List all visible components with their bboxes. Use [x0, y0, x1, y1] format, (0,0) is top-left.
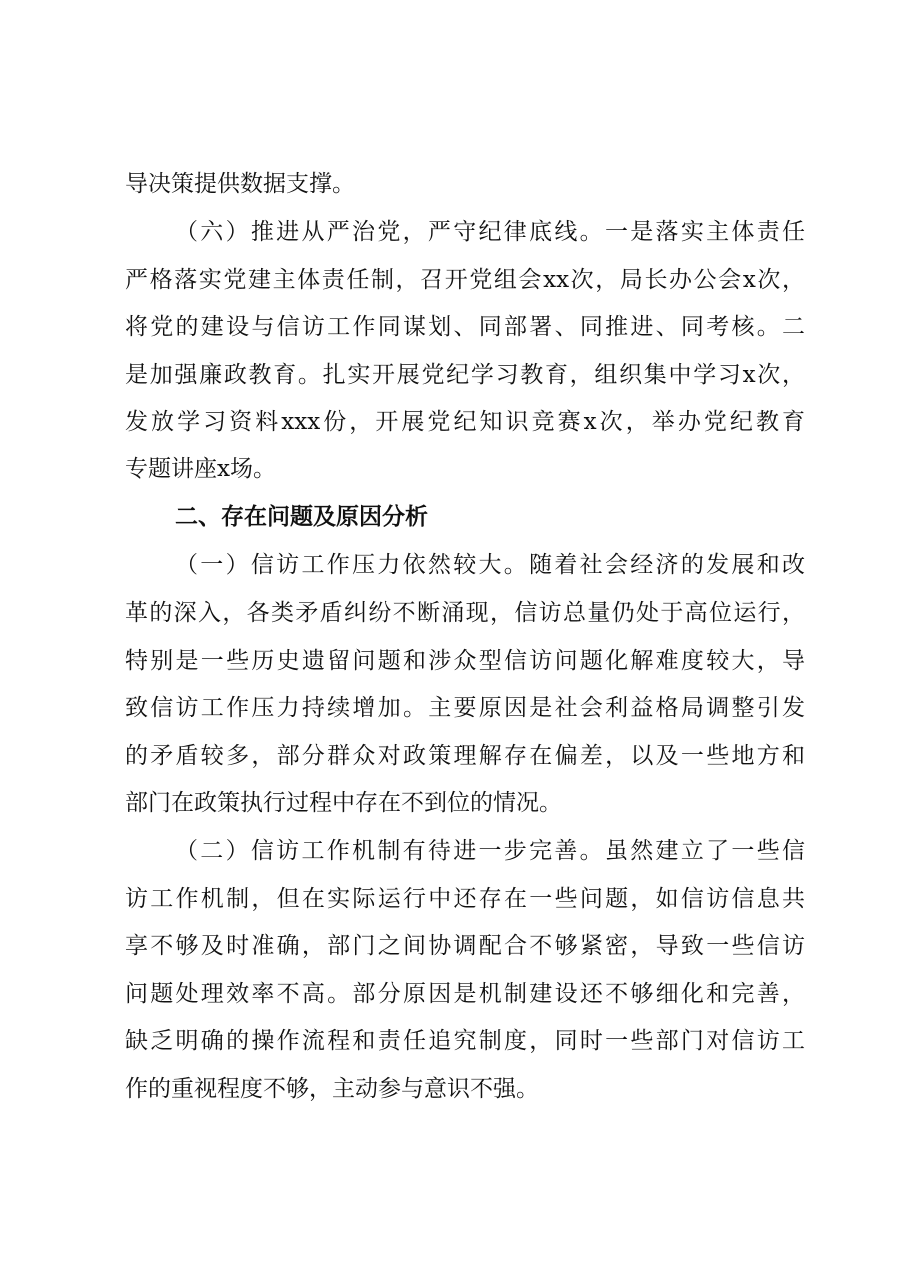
text-line-6: 发放学习资料xxx份，开展党纪知识竞赛x次，举办党纪教育 [125, 409, 805, 435]
section-heading: 二、存在问题及原因分析 [175, 504, 428, 530]
text-line-19: 缺乏明确的操作流程和责任追究制度，同时一些部门对信访工 [125, 1028, 805, 1054]
text-line-12: 致信访工作压力持续增加。主要原因是社会利益格局调整引发 [125, 695, 805, 721]
text-line-3: 严格落实党建主体责任制，召开党组会xx次，局长办公会x次， [125, 267, 805, 293]
text-line-7: 专题讲座x场。 [125, 456, 276, 482]
text-line-13: 的矛盾较多，部分群众对政策理解存在偏差，以及一些地方和 [125, 743, 805, 769]
text-line-20: 作的重视程度不够，主动参与意识不强。 [125, 1076, 539, 1102]
text-line-5: 是加强廉政教育。扎实开展党纪学习教育，组织集中学习x次， [125, 362, 805, 388]
text-line-16: 访工作机制，但在实际运行中还存在一些问题，如信访信息共 [125, 886, 805, 912]
text-line-2: （六）推进从严治党，严守纪律底线。一是落实主体责任 [175, 219, 805, 245]
text-line-1: 导决策提供数据支撑。 [125, 171, 355, 197]
text-line-9: （一）信访工作压力依然较大。随着社会经济的发展和改 [175, 552, 805, 578]
text-line-18: 问题处理效率不高。部分原因是机制建设还不够细化和完善， [125, 981, 805, 1007]
text-line-4: 将党的建设与信访工作同谋划、同部署、同推进、同考核。二 [125, 314, 805, 340]
text-line-10: 革的深入，各类矛盾纠纷不断涌现，信访总量仍处于高位运行， [125, 600, 805, 626]
text-line-11: 特别是一些历史遗留问题和涉众型信访问题化解难度较大，导 [125, 648, 805, 674]
text-line-14: 部门在政策执行过程中存在不到位的情况。 [125, 790, 562, 816]
text-line-15: （二）信访工作机制有待进一步完善。虽然建立了一些信 [175, 838, 805, 864]
text-line-17: 享不够及时准确，部门之间协调配合不够紧密，导致一些信访 [125, 933, 805, 959]
